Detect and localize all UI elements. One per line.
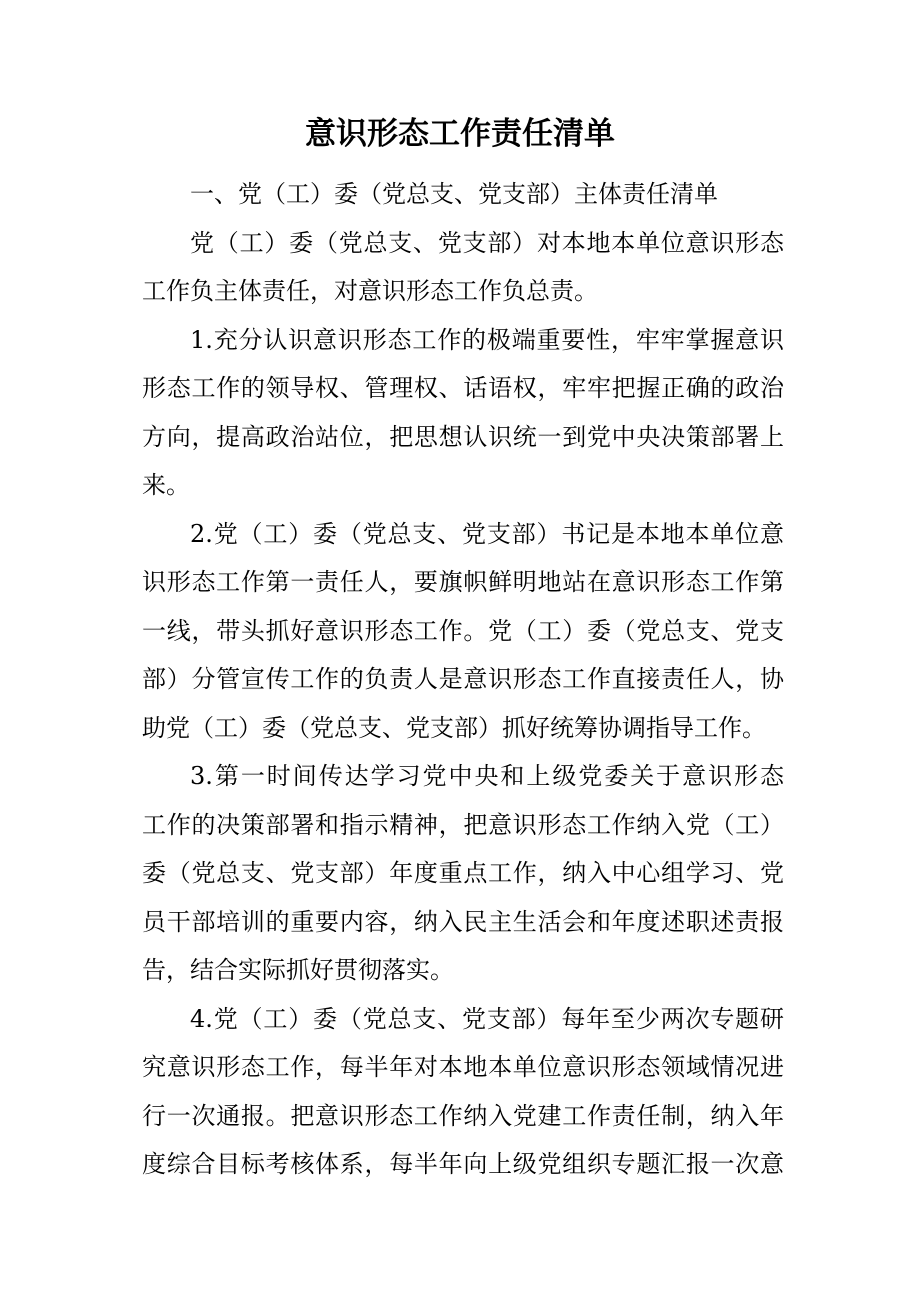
text-line: 识形态工作第一责任人，要旗帜鲜明地站在意识形态工作第 xyxy=(142,568,784,596)
text-line: 委（党总支、党支部）年度重点工作，纳入中心组学习、党 xyxy=(142,859,784,887)
text-line: 一、党（工）委（党总支、党支部）主体责任清单 xyxy=(190,180,718,208)
text-line: 告，结合实际抓好贯彻落实。 xyxy=(142,956,454,984)
text-line: 助党（工）委（党总支、党支部）抓好统筹协调指导工作。 xyxy=(142,713,766,742)
text-line: 来。 xyxy=(142,471,190,499)
text-line: 究意识形态工作，每半年对本地本单位意识形态领域情况进 xyxy=(142,1053,784,1081)
paragraph-item-1 xyxy=(142,316,784,510)
text-line: 员干部培训的重要内容，纳入民主生活会和年度述职述责报 xyxy=(142,907,784,936)
text-line: 部）分管宣传工作的负责人是意识形态工作直接责任人，协 xyxy=(142,665,784,693)
paragraph-intro xyxy=(142,219,784,316)
text-line: 一线，带头抓好意识形态工作。党（工）委（党总支、党支 xyxy=(142,616,784,645)
text-line: 工作负主体责任，对意识形态工作负总责。 xyxy=(142,277,598,305)
text-line: 党（工）委（党总支、党支部）对本地本单位意识形态 xyxy=(190,228,784,257)
paragraph-item-3 xyxy=(142,752,784,995)
text-line: 度综合目标考核体系，每半年向上级党组织专题汇报一次意 xyxy=(142,1150,784,1178)
paragraph-item-4 xyxy=(142,995,784,1189)
text-line: 形态工作的领导权、管理权、话语权，牢牢把握正确的政治 xyxy=(142,374,784,402)
text-line: 3.第一时间传达学习党中央和上级党委关于意识形态 xyxy=(190,762,784,790)
text-line: 行一次通报。把意识形态工作纳入党建工作责任制，纳入年 xyxy=(142,1101,784,1130)
text-line: 4.党（工）委（党总支、党支部）每年至少两次专题研 xyxy=(190,1004,784,1033)
section-heading xyxy=(142,170,784,219)
paragraph-item-2 xyxy=(142,510,784,753)
text-line: 方向，提高政治站位，把思想认识统一到党中央决策部署上 xyxy=(142,422,784,451)
document-body xyxy=(142,170,784,1189)
text-line: 工作的决策部署和指示精神，把意识形态工作纳入党（工） xyxy=(142,810,784,839)
text-line: 1.充分认识意识形态工作的极端重要性，牢牢掌握意识 xyxy=(190,325,784,354)
document-title: 意识形态工作责任清单 xyxy=(305,116,615,152)
text-line: 2.党（工）委（党总支、党支部）书记是本地本单位意 xyxy=(190,519,784,548)
